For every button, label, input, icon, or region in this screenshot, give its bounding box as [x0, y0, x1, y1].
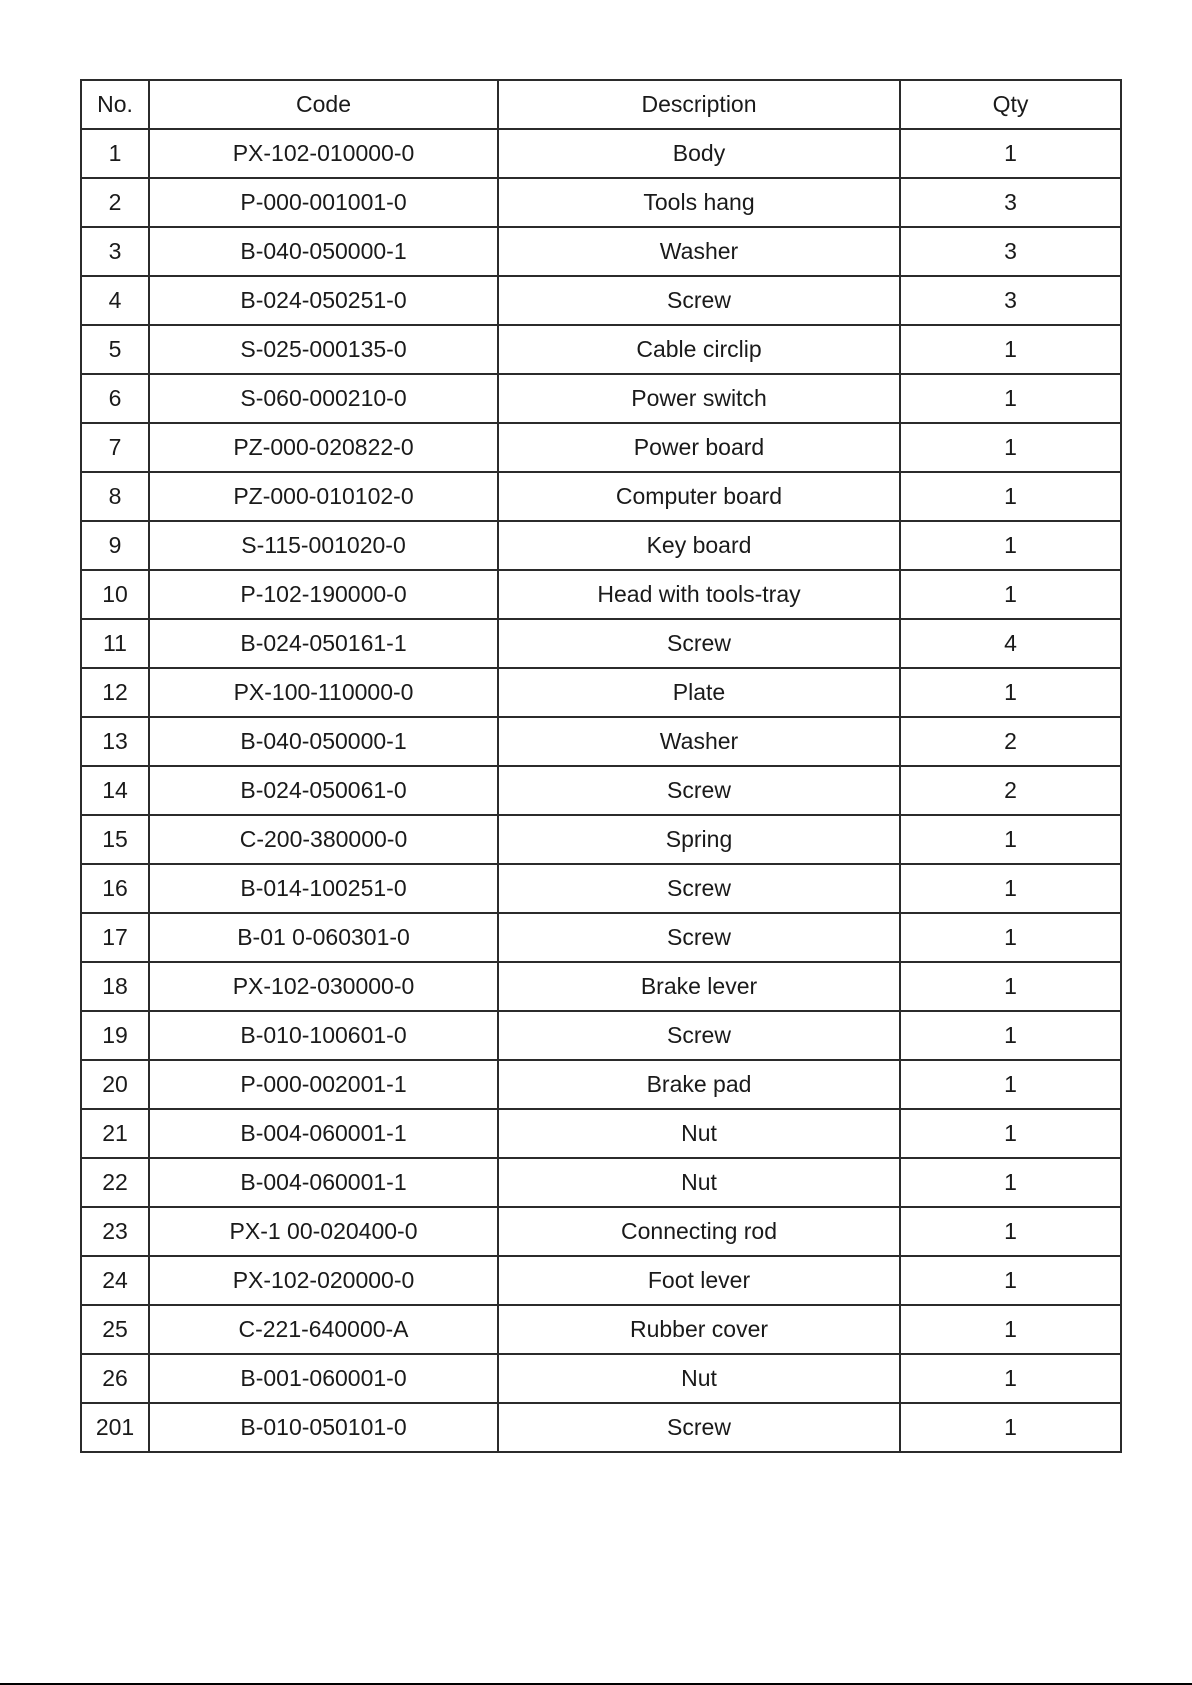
cell-description: Connecting rod: [498, 1207, 900, 1256]
cell-code: PX-1 00-020400-0: [149, 1207, 498, 1256]
cell-code: S-060-000210-0: [149, 374, 498, 423]
cell-code: PX-100-110000-0: [149, 668, 498, 717]
cell-qty: 1: [900, 423, 1121, 472]
cell-code: B-010-050101-0: [149, 1403, 498, 1452]
cell-description: Key board: [498, 521, 900, 570]
header-row: [81, 80, 1121, 129]
cell-no: 20: [81, 1060, 149, 1109]
cell-code: PZ-000-020822-0: [149, 423, 498, 472]
cell-qty: 1: [900, 815, 1121, 864]
cell-code: B-024-050251-0: [149, 276, 498, 325]
cell-description: Power board: [498, 423, 900, 472]
cell-code: B-040-050000-1: [149, 717, 498, 766]
table-row: [81, 913, 1121, 962]
parts-list-table: [80, 79, 1122, 1453]
cell-code: P-102-190000-0: [149, 570, 498, 619]
table-row: [81, 1354, 1121, 1403]
cell-code: S-115-001020-0: [149, 521, 498, 570]
table-row: [81, 423, 1121, 472]
table-body: [81, 129, 1121, 1452]
table-row: [81, 521, 1121, 570]
cell-code: B-024-050161-1: [149, 619, 498, 668]
cell-code: PX-102-030000-0: [149, 962, 498, 1011]
cell-description: Nut: [498, 1354, 900, 1403]
cell-code: S-025-000135-0: [149, 325, 498, 374]
cell-no: 10: [81, 570, 149, 619]
table-row: [81, 129, 1121, 178]
table-row: [81, 815, 1121, 864]
cell-no: 1: [81, 129, 149, 178]
cell-qty: 1: [900, 1256, 1121, 1305]
cell-no: 11: [81, 619, 149, 668]
cell-no: 26: [81, 1354, 149, 1403]
cell-description: Foot lever: [498, 1256, 900, 1305]
cell-code: PX-102-020000-0: [149, 1256, 498, 1305]
cell-code: B-014-100251-0: [149, 864, 498, 913]
cell-no: 9: [81, 521, 149, 570]
cell-qty: 2: [900, 717, 1121, 766]
table-row: [81, 472, 1121, 521]
cell-description: Plate: [498, 668, 900, 717]
table-row: [81, 962, 1121, 1011]
cell-no: 4: [81, 276, 149, 325]
cell-description: Screw: [498, 619, 900, 668]
cell-qty: 1: [900, 325, 1121, 374]
table-row: [81, 717, 1121, 766]
table-row: [81, 668, 1121, 717]
header-no: No.: [81, 80, 149, 129]
cell-no: 22: [81, 1158, 149, 1207]
cell-description: Cable circlip: [498, 325, 900, 374]
table-row: [81, 619, 1121, 668]
cell-description: Computer board: [498, 472, 900, 521]
cell-qty: 3: [900, 276, 1121, 325]
cell-description: Screw: [498, 276, 900, 325]
cell-description: Spring: [498, 815, 900, 864]
cell-code: B-01 0-060301-0: [149, 913, 498, 962]
cell-no: 16: [81, 864, 149, 913]
cell-code: B-004-060001-1: [149, 1109, 498, 1158]
table-row: [81, 1256, 1121, 1305]
table-row: [81, 864, 1121, 913]
cell-no: 25: [81, 1305, 149, 1354]
cell-qty: 1: [900, 472, 1121, 521]
cell-description: Screw: [498, 1011, 900, 1060]
cell-code: B-024-050061-0: [149, 766, 498, 815]
table-row: [81, 227, 1121, 276]
cell-qty: 1: [900, 962, 1121, 1011]
cell-no: 19: [81, 1011, 149, 1060]
cell-qty: 1: [900, 129, 1121, 178]
header-qty: Qty: [900, 80, 1121, 129]
cell-description: Screw: [498, 864, 900, 913]
table-row: [81, 1207, 1121, 1256]
cell-no: 24: [81, 1256, 149, 1305]
cell-qty: 3: [900, 227, 1121, 276]
cell-qty: 1: [900, 1060, 1121, 1109]
table-row: [81, 374, 1121, 423]
cell-code: C-221-640000-A: [149, 1305, 498, 1354]
cell-qty: 1: [900, 1403, 1121, 1452]
cell-no: 8: [81, 472, 149, 521]
cell-no: 12: [81, 668, 149, 717]
cell-description: Power switch: [498, 374, 900, 423]
table-row: [81, 276, 1121, 325]
cell-description: Brake pad: [498, 1060, 900, 1109]
cell-description: Nut: [498, 1158, 900, 1207]
header-description: Description: [498, 80, 900, 129]
cell-no: 201: [81, 1403, 149, 1452]
cell-qty: 1: [900, 521, 1121, 570]
cell-description: Screw: [498, 766, 900, 815]
cell-code: PX-102-010000-0: [149, 129, 498, 178]
cell-no: 14: [81, 766, 149, 815]
cell-description: Body: [498, 129, 900, 178]
cell-description: Brake lever: [498, 962, 900, 1011]
table-row: [81, 325, 1121, 374]
cell-code: B-004-060001-1: [149, 1158, 498, 1207]
cell-no: 18: [81, 962, 149, 1011]
table-row: [81, 1109, 1121, 1158]
cell-no: 17: [81, 913, 149, 962]
cell-code: C-200-380000-0: [149, 815, 498, 864]
cell-code: P-000-002001-1: [149, 1060, 498, 1109]
cell-description: Head with tools-tray: [498, 570, 900, 619]
cell-description: Nut: [498, 1109, 900, 1158]
cell-qty: 1: [900, 570, 1121, 619]
header-code: Code: [149, 80, 498, 129]
cell-qty: 1: [900, 1354, 1121, 1403]
cell-qty: 1: [900, 1011, 1121, 1060]
cell-qty: 1: [900, 374, 1121, 423]
cell-no: 7: [81, 423, 149, 472]
cell-no: 6: [81, 374, 149, 423]
cell-no: 23: [81, 1207, 149, 1256]
cell-description: Washer: [498, 717, 900, 766]
cell-qty: 2: [900, 766, 1121, 815]
cell-code: PZ-000-010102-0: [149, 472, 498, 521]
table-row: [81, 1158, 1121, 1207]
table-row: [81, 570, 1121, 619]
cell-qty: 1: [900, 1158, 1121, 1207]
cell-no: 5: [81, 325, 149, 374]
cell-description: Washer: [498, 227, 900, 276]
cell-code: B-010-100601-0: [149, 1011, 498, 1060]
cell-no: 3: [81, 227, 149, 276]
table-row: [81, 1060, 1121, 1109]
table-row: [81, 1305, 1121, 1354]
cell-no: 2: [81, 178, 149, 227]
cell-qty: 1: [900, 864, 1121, 913]
cell-code: B-040-050000-1: [149, 227, 498, 276]
cell-description: Screw: [498, 1403, 900, 1452]
table-header: [81, 80, 1121, 129]
cell-description: Tools hang: [498, 178, 900, 227]
cell-qty: 4: [900, 619, 1121, 668]
cell-code: P-000-001001-0: [149, 178, 498, 227]
cell-description: Screw: [498, 913, 900, 962]
cell-code: B-001-060001-0: [149, 1354, 498, 1403]
cell-description: Rubber cover: [498, 1305, 900, 1354]
cell-no: 15: [81, 815, 149, 864]
cell-qty: 1: [900, 668, 1121, 717]
table-row: [81, 1403, 1121, 1452]
table-row: [81, 178, 1121, 227]
cell-qty: 1: [900, 913, 1121, 962]
cell-qty: 1: [900, 1109, 1121, 1158]
cell-no: 13: [81, 717, 149, 766]
table-row: [81, 1011, 1121, 1060]
table-row: [81, 766, 1121, 815]
cell-qty: 1: [900, 1207, 1121, 1256]
cell-no: 21: [81, 1109, 149, 1158]
cell-qty: 1: [900, 1305, 1121, 1354]
cell-qty: 3: [900, 178, 1121, 227]
